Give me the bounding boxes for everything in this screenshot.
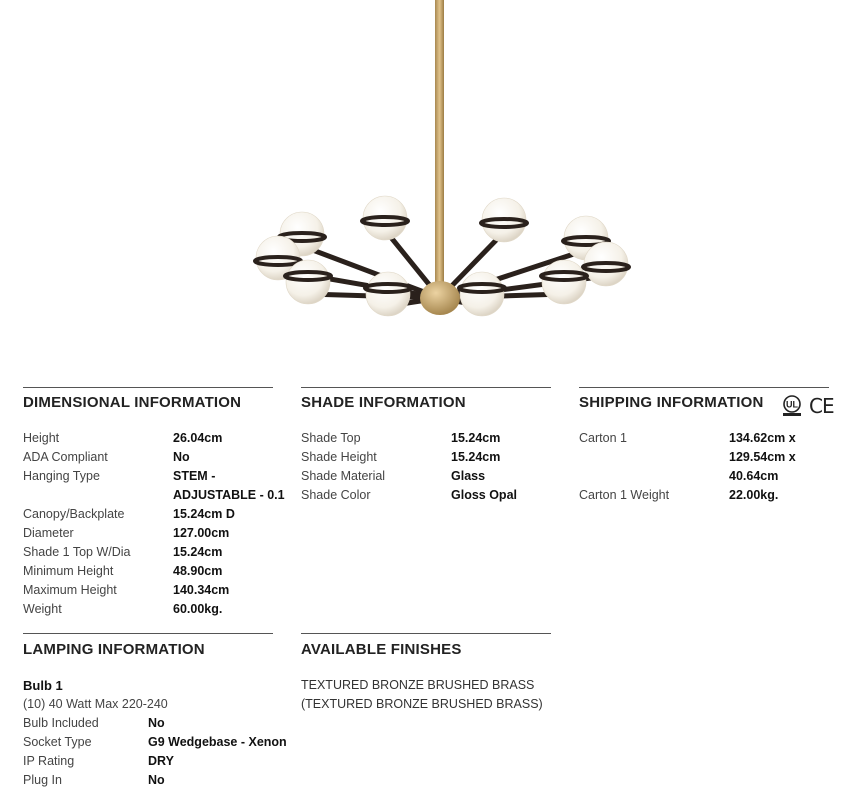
spec-label: Bulb Included <box>23 716 99 730</box>
spec-label: Shade Color <box>301 488 371 502</box>
spec-value: 140.34cm <box>173 583 230 597</box>
spec-row <box>23 752 273 771</box>
spec-row <box>301 429 551 448</box>
ul-listed-icon <box>779 395 805 417</box>
finishes-section <box>301 633 551 714</box>
spec-value-group <box>173 600 222 619</box>
spec-value-group <box>451 486 517 505</box>
section-title: LAMPING INFORMATION <box>23 641 205 658</box>
hub <box>420 281 460 315</box>
spec-value: 60.00kg. <box>173 602 223 616</box>
spec-value: No <box>148 716 165 730</box>
section-rule <box>301 387 551 388</box>
shipping-rows <box>579 429 829 505</box>
spec-value-group <box>148 733 287 752</box>
globe-shade <box>583 242 629 286</box>
spec-value: Gloss Opal <box>451 488 517 502</box>
spec-row <box>23 562 273 581</box>
finish-line: (TEXTURED BRONZE BRUSHED BRASS) <box>301 697 543 711</box>
spec-value: No <box>148 773 165 787</box>
spec-label: Weight <box>23 602 62 616</box>
spec-label: Shade Top <box>301 431 361 445</box>
spec-label: Canopy/Backplate <box>23 507 125 521</box>
section-rule <box>23 633 273 634</box>
spec-label: Carton 1 <box>579 431 627 445</box>
spec-value: G9 Wedgebase - Xenon <box>148 735 287 749</box>
spec-label: Socket Type <box>23 735 92 749</box>
globe-shade <box>459 272 505 316</box>
spec-value: 26.04cm <box>173 431 223 445</box>
spec-value-group <box>173 581 229 600</box>
spec-value-group <box>148 752 174 771</box>
spec-row <box>23 543 273 562</box>
dimensional-rows <box>23 429 285 619</box>
spec-label: Shade 1 Top W/Dia <box>23 545 131 559</box>
spec-row <box>579 486 829 505</box>
spec-value: STEM - <box>173 469 216 483</box>
spec-value: 15.24cm <box>451 431 501 445</box>
spec-label: Shade Material <box>301 469 386 483</box>
spec-row <box>23 505 273 524</box>
spec-row <box>301 486 551 505</box>
chandelier-image <box>0 0 852 360</box>
spec-value: 40.64cm <box>729 469 779 483</box>
spec-label: Diameter <box>23 526 74 540</box>
section-title: AVAILABLE FINISHES <box>301 641 462 658</box>
spec-label: Height <box>23 431 60 445</box>
spec-row <box>23 771 273 790</box>
spec-value: 15.24cm D <box>173 507 235 521</box>
spec-row <box>579 429 829 486</box>
spec-value: Glass <box>451 469 486 483</box>
spec-row <box>23 733 287 752</box>
spec-value-group <box>148 714 165 733</box>
spec-label: Shade Height <box>301 450 377 464</box>
spec-value: 48.90cm <box>173 564 223 578</box>
spec-value: 15.24cm <box>451 450 501 464</box>
spec-value: 22.00kg. <box>729 488 779 502</box>
section-rule <box>23 387 273 388</box>
spec-row <box>23 600 273 619</box>
globe-shade <box>362 196 408 240</box>
spec-value: 134.62cm x <box>729 431 796 445</box>
spec-row <box>23 581 273 600</box>
spec-label: Plug In <box>23 773 62 787</box>
spec-value-group <box>173 524 229 543</box>
svg-text:UL: UL <box>786 399 798 410</box>
lamping-section <box>23 633 287 790</box>
spec-row <box>23 467 285 505</box>
stem <box>435 0 444 290</box>
spec-value-group <box>173 467 285 505</box>
spec-label: IP Rating <box>23 754 75 768</box>
finish-line: TEXTURED BRONZE BRUSHED BRASS <box>301 678 535 692</box>
spec-value: 15.24cm <box>173 545 223 559</box>
globe-shade <box>481 198 527 242</box>
spec-value: No <box>173 450 190 464</box>
spec-value: DRY <box>148 754 174 768</box>
spec-row <box>23 714 273 733</box>
spec-value-group <box>451 448 500 467</box>
globe-shade <box>365 272 411 316</box>
globe-shade <box>541 260 587 304</box>
spec-row <box>301 448 551 467</box>
spec-value: ADJUSTABLE - 0.1 <box>173 488 285 502</box>
spec-row <box>23 448 273 467</box>
spec-value-group <box>451 429 500 448</box>
lamping-rows <box>23 714 287 790</box>
shade-section <box>301 387 551 505</box>
spec-row <box>23 524 273 543</box>
section-title: SHADE INFORMATION <box>301 394 466 411</box>
spec-row <box>301 467 551 486</box>
spec-value: 127.00cm <box>173 526 230 540</box>
spec-value-group <box>729 486 778 505</box>
bulb-description: (10) 40 Watt Max 220-240 <box>23 697 168 711</box>
spec-value-group <box>173 448 190 467</box>
dimensional-section <box>23 387 285 619</box>
spec-label: Maximum Height <box>23 583 117 597</box>
spec-row <box>23 429 273 448</box>
spec-value-group <box>451 467 485 486</box>
section-rule <box>579 387 829 388</box>
section-title: SHIPPING INFORMATION <box>579 394 764 411</box>
bulb-heading: Bulb 1 <box>23 678 63 693</box>
spec-value-group <box>173 505 235 524</box>
shade-rows <box>301 429 551 505</box>
spec-label: Hanging Type <box>23 469 100 483</box>
spec-value-group <box>729 429 796 486</box>
section-rule <box>301 633 551 634</box>
certification-marks <box>779 394 834 418</box>
spec-value-group <box>148 771 165 790</box>
spec-label: Carton 1 Weight <box>579 488 670 502</box>
ce-mark-icon: CE <box>809 394 834 418</box>
section-title: DIMENSIONAL INFORMATION <box>23 394 242 411</box>
spec-value-group <box>173 543 222 562</box>
spec-value-group <box>173 562 222 581</box>
spec-value: 129.54cm x <box>729 450 796 464</box>
spec-label: Minimum Height <box>23 564 114 578</box>
spec-label: ADA Compliant <box>23 450 108 464</box>
globe-shade <box>285 260 331 304</box>
spec-value-group <box>173 429 222 448</box>
